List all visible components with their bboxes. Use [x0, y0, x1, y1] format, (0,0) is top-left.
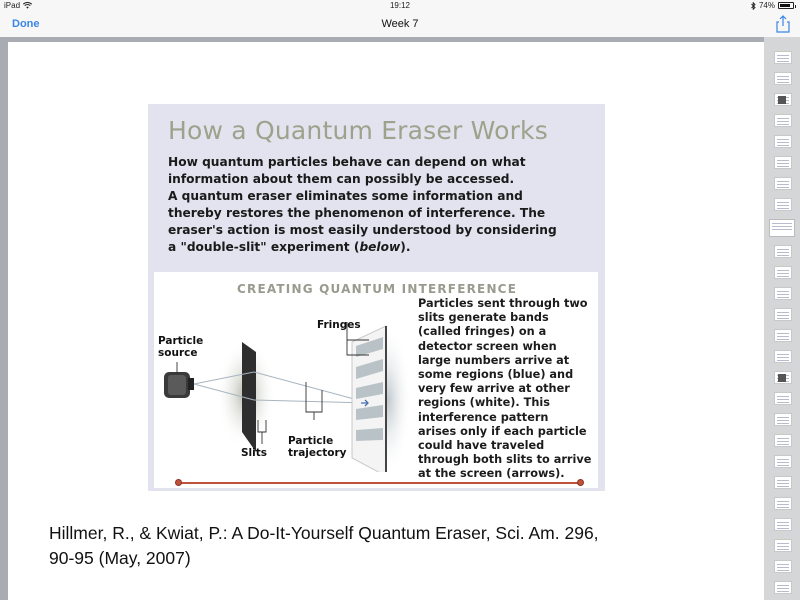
thumbnail-line — [777, 118, 789, 119]
thumbnail-line — [772, 229, 792, 230]
page-thumbnail[interactable] — [774, 350, 792, 363]
page-thumbnail[interactable] — [774, 371, 792, 384]
thumbnail-line — [777, 58, 789, 59]
thumbnail-line — [777, 501, 789, 502]
thumbnail-line — [777, 291, 789, 292]
thumbnail-line — [777, 525, 789, 526]
page-thumbnail[interactable] — [769, 219, 795, 237]
page-thumbnail[interactable] — [774, 135, 792, 148]
page-thumbnail[interactable] — [774, 198, 792, 211]
label-text: source — [158, 347, 198, 359]
page-thumbnail[interactable] — [774, 560, 792, 573]
interference-panel — [154, 272, 598, 488]
description-line: interference pattern — [418, 410, 549, 424]
page-thumbnail[interactable] — [774, 539, 792, 552]
label-particle-source — [158, 335, 203, 359]
thumbnail-line — [777, 333, 789, 334]
nav-bar — [0, 12, 800, 37]
page-thumbnail[interactable] — [774, 245, 792, 258]
description-line: (called fringes) on a — [418, 325, 547, 339]
label-text: Particle — [288, 435, 334, 447]
thumbnail-line — [777, 294, 789, 295]
thumbnail-line — [777, 465, 789, 466]
thumbnail-image — [778, 96, 786, 104]
thumbnail-line — [777, 273, 789, 274]
description-line: arises only if each particle — [418, 424, 587, 438]
description-line: large numbers arrive at — [418, 353, 570, 367]
thumbnail-line — [777, 444, 789, 445]
thumbnail-line — [777, 252, 789, 253]
thumbnail-line — [777, 483, 789, 484]
intro-text: ). — [400, 240, 411, 254]
thumbnail-line — [777, 357, 789, 358]
thumbnail-line — [777, 181, 789, 182]
description-line: detector screen when — [418, 339, 557, 353]
page-thumbnail[interactable] — [774, 93, 792, 106]
thumbnail-line — [777, 564, 789, 565]
particle-source-icon — [164, 372, 194, 398]
thumbnail-line — [777, 312, 789, 313]
done-button[interactable]: Done — [12, 18, 40, 30]
label-fringes: Fringes — [317, 319, 361, 331]
thumbnail-line — [777, 486, 789, 487]
intro-text: a "double-slit" experiment ( — [168, 240, 360, 254]
thumbnail-line — [777, 318, 789, 319]
thumbnail-line — [777, 184, 789, 185]
thumbnail-line — [777, 567, 789, 568]
share-icon[interactable] — [774, 14, 792, 34]
thumbnail-line — [777, 354, 789, 355]
page-thumbnail[interactable] — [774, 72, 792, 85]
intro-line: How quantum particles behave can depend on what — [168, 155, 526, 169]
thumbnail-line — [772, 223, 792, 224]
thumbnail-line — [777, 462, 789, 463]
thumbnail-line — [772, 226, 792, 227]
thumbnail-line — [777, 315, 789, 316]
thumbnail-line — [777, 549, 789, 550]
thumbnail-line — [777, 76, 789, 77]
page-thumbnail[interactable] — [774, 518, 792, 531]
divider-endpoint-left — [175, 479, 182, 486]
thumbnail-line — [777, 139, 789, 140]
description-line: very few arrive at other — [418, 382, 570, 396]
thumbnail-line — [777, 402, 789, 403]
interference-description — [418, 297, 598, 482]
thumbnail-line — [777, 396, 789, 397]
document-title: Week 7 — [381, 18, 419, 30]
page-thumbnail[interactable] — [774, 177, 792, 190]
thumbnail-line — [777, 121, 789, 122]
thumbnail-line — [777, 522, 789, 523]
thumbnail-line — [777, 208, 789, 209]
thumbnail-line — [777, 297, 789, 298]
thumbnail-line — [777, 205, 789, 206]
thumbnail-line — [777, 507, 789, 508]
label-particle-trajectory — [288, 435, 346, 459]
description-line: Particles sent through two — [418, 297, 588, 310]
divider-endpoint-right — [577, 479, 584, 486]
bluetooth-icon — [751, 2, 756, 10]
intro-line: eraser's action is most easily understood by considering — [168, 223, 557, 237]
thumbnail-line — [777, 276, 789, 277]
battery-percent: 74% — [758, 1, 775, 10]
thumbnail-line — [777, 249, 789, 250]
thumbnail-line — [777, 145, 789, 146]
thumbnail-line — [777, 124, 789, 125]
thumbnail-line — [777, 417, 789, 418]
label-text: Particle — [158, 335, 204, 347]
thumbnail-line — [777, 420, 789, 421]
thumbnail-line — [777, 187, 789, 188]
thumbnail-line — [777, 399, 789, 400]
thumbnail-line — [777, 339, 789, 340]
page-thumbnail[interactable] — [774, 156, 792, 169]
description-line: slits generate bands — [418, 311, 549, 325]
label-slits: Slits — [241, 447, 268, 459]
page-thumbnail[interactable] — [774, 329, 792, 342]
label-text: trajectory — [288, 447, 347, 459]
thumbnail-line — [777, 61, 789, 62]
thumbnail-image — [778, 374, 786, 382]
battery-icon — [778, 2, 794, 9]
description-line: regions (white). This — [418, 396, 550, 410]
page-thumbnail[interactable] — [774, 51, 792, 64]
thumbnail-line — [777, 255, 789, 256]
thumbnail-line — [777, 441, 789, 442]
page-thumbnail[interactable] — [774, 476, 792, 489]
thumbnail-line — [777, 360, 789, 361]
intro-line-last — [168, 239, 588, 256]
thumbnail-line — [777, 546, 789, 547]
thumbnail-line — [777, 570, 789, 571]
description-line: some regions (blue) and — [418, 368, 574, 382]
intro-emphasis: below — [359, 240, 401, 254]
thumbnail-line — [777, 528, 789, 529]
page-thumbnail[interactable] — [774, 266, 792, 279]
thumbnail-line — [777, 543, 789, 544]
thumbnail-line — [777, 55, 789, 56]
intro-line: A quantum eraser eliminates some information and — [168, 189, 523, 203]
double-slit-diagram — [154, 302, 418, 472]
figure-intro — [168, 154, 588, 256]
thumbnail-line — [777, 142, 789, 143]
thumbnail-line — [777, 166, 789, 167]
page-thumbnail-sidebar[interactable] — [764, 37, 800, 600]
description-line: could have traveled — [418, 439, 545, 453]
thumbnail-line — [777, 202, 789, 203]
page-thumbnail[interactable] — [774, 392, 792, 405]
thumbnail-line — [777, 591, 789, 592]
thumbnail-line — [777, 585, 789, 586]
citation-line: Hillmer, R., & Kwiat, P.: A Do-It-Yourself Quantum Eraser, Sci. Am. 296, — [49, 523, 599, 543]
page-thumbnail[interactable] — [774, 308, 792, 321]
page-thumbnail[interactable] — [774, 434, 792, 447]
intro-line: thereby restores the phenomenon of interference. The — [168, 206, 546, 220]
battery-fill — [780, 4, 790, 7]
description-line: through both slits to arrive — [418, 453, 592, 467]
page-thumbnail[interactable] — [774, 497, 792, 510]
intro-line: information about them can possibly be accessed. — [168, 172, 515, 186]
thumbnail-line — [777, 480, 789, 481]
thumbnail-line — [777, 79, 789, 80]
citation-line: 90-95 (May, 2007) — [49, 548, 191, 568]
page-thumbnail[interactable] — [774, 455, 792, 468]
citation — [49, 521, 709, 571]
device-name: iPad — [4, 1, 21, 10]
figure-title: How a Quantum Eraser Works — [168, 116, 548, 145]
description-line: at the screen (arrows). — [418, 467, 565, 481]
page-thumbnail[interactable] — [774, 581, 792, 594]
thumbnail-line — [777, 270, 789, 271]
thumbnail-line — [777, 160, 789, 161]
thumbnail-line — [777, 423, 789, 424]
page-left-border — [0, 42, 8, 600]
clock: 19:12 — [389, 1, 411, 10]
page-thumbnail[interactable] — [774, 114, 792, 127]
thumbnail-line — [777, 504, 789, 505]
section-heading: CREATING QUANTUM INTERFERENCE — [237, 282, 518, 296]
thumbnail-line — [777, 459, 789, 460]
status-bar — [0, 0, 800, 12]
thumbnail-line — [777, 438, 789, 439]
thumbnail-line — [777, 163, 789, 164]
thumbnail-line — [777, 336, 789, 337]
thumbnail-line — [777, 588, 789, 589]
page-thumbnail[interactable] — [774, 287, 792, 300]
accent-divider — [178, 482, 580, 484]
thumbnail-line — [777, 82, 789, 83]
page-thumbnail[interactable] — [774, 413, 792, 426]
quantum-eraser-figure — [148, 104, 605, 491]
